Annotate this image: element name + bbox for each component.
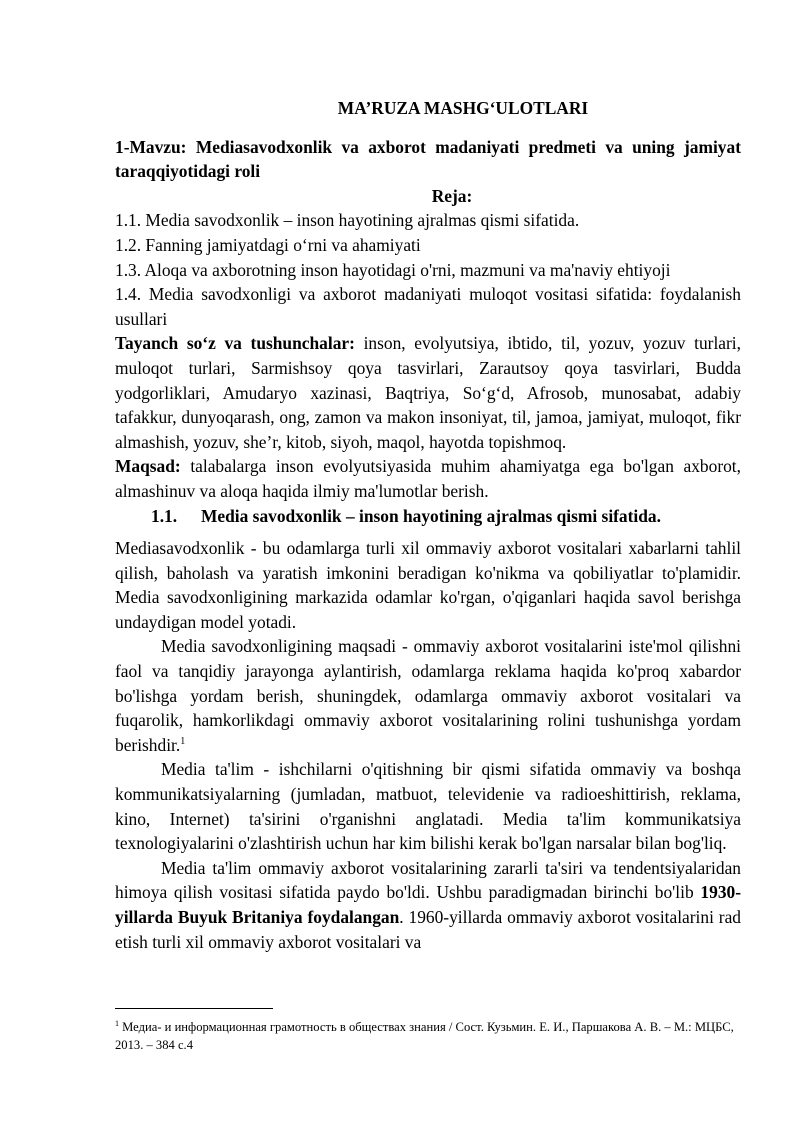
topic-heading: 1-Mavzu: Mediasavodxonlik va axborot madaniyati predmeti va uning jamiyat taraqqiyotidagi roli bbox=[115, 136, 741, 182]
plan-item: 1.4. Media savodxonligi va axborot madaniyati muloqot vositasi sifatida: foydalanish usullari bbox=[115, 284, 741, 329]
goal-paragraph bbox=[115, 454, 741, 503]
keywords-paragraph bbox=[115, 331, 741, 454]
footnote-mark: 1 bbox=[115, 1018, 119, 1028]
footnote-divider bbox=[115, 1008, 273, 1009]
keywords-label: Tayanch so‘z va tushunchalar: bbox=[115, 333, 355, 354]
goal-label: Maqsad: bbox=[115, 456, 181, 477]
plan-item: 1.2. Fanning jamiyatdagi o‘rni va ahamiyati bbox=[115, 234, 421, 255]
paragraph-goal bbox=[115, 634, 741, 757]
page-title: MA’RUZA MASHG‘ULOTLARI bbox=[337, 98, 589, 118]
paragraph-media-education: Media ta'lim - ishchilarni o'qitishning bir qismi sifatida ommaviy va boshqa kommunikatsiyalarning (jumladan, matbuot, televidenie va radioeshittirish, reklama, kino, Internet) ta'sirini o'rganishni anglatadi. Media ta'lim kommunikatsiya texnologiyalarini o'zlashtirish uchun har kim bilishi kerak bo'lgan narsalar bilan bog'liq. bbox=[115, 759, 741, 854]
section-number: 1.1. bbox=[151, 505, 178, 526]
keywords-text: inson, evolyutsiya, ibtido, til, yozuv, yozuv turlari, muloqot turlari, Sarmishsoy qoya tasvirlari, Zarautsoy qoya tasvirlari, Budda yodgorliklari, Amudaryo xazinasi, Baqtriya, So‘g‘d, Afrosob, munosabat, adabiy tafakkur, dunyoqarash, ong, zamon va makon insoniyat, til, jamoa, jamiyat, muloqot, fikr almashish, yozuv, she’r, kitob, siyoh, maqol, hayotda topishmoq. bbox=[115, 333, 741, 452]
footnote-reference[interactable]: 1 bbox=[180, 736, 186, 748]
footnote bbox=[115, 1018, 741, 1054]
plan-item: 1.1. Media savodxonlik – inson hayotining ajralmas qismi sifatida. bbox=[115, 210, 580, 231]
plan-item: 1.3. Aloqa va axborotning inson hayotidagi o'rni, mazmuni va ma'naviy ehtiyoji bbox=[115, 259, 671, 280]
paragraph-definition: Mediasavodxonlik - bu odamlarga turli xil ommaviy axborot vositalari xabarlarni tahlil qilish, baholash va yaratish imkonini beradigan ko'nikma va qobiliyatlar to'plamidir. Media savodxonligining markazida odamlar ko'rgan, o'qiganlari haqida savol berishga undaydigan model yotadi. bbox=[115, 538, 741, 632]
footnote-text: Медиа- и информационная грамотность в обществах знания / Сост. Кузьмин. Е. И., Паршакова А. В. – М.: МЦБС, 2013. – 384 с.4 bbox=[115, 1020, 734, 1052]
paragraph-history-end: . 1960-yillarda ommaviy axborot vositalarini rad etish turli xil ommaviy axborot vositalari va bbox=[115, 907, 741, 952]
paragraph-history-start: Media ta'lim ommaviy axborot vositalarining zararli ta'siri va tendentsiyalaridan himoya qilish vositasi sifatida paydo bo'ldi. Ushbu paradigmadan birinchi bo'lib bbox=[115, 857, 741, 903]
document-body bbox=[115, 96, 741, 954]
goal-text: talabalarga inson evolyutsiyasida muhim ahamiyatga ega bo'lgan axborot, almashinuv va aloqa haqida ilmiy ma'lumotlar berish. bbox=[115, 456, 741, 501]
paragraph-history bbox=[115, 856, 741, 954]
paragraph-goal-text: Media savodxonligining maqsadi - ommaviy axborot vositalarini iste'mol qilishni faol va tanqidiy jarayonga aylantirish, odamlarga reklama haqida ko'proq xabardor bo'lishga yordam berish, shuningdek, odamlarga ommaviy axborot vositalari va fuqarolik, hamkorlikdagi ommaviy axborot vositalarining rolini tushunishga yordam berishdir. bbox=[115, 636, 741, 755]
paragraph-history-emphasis: 1930-yillarda Buyuk Britaniya foydalangan bbox=[115, 882, 741, 927]
section-title: Media savodxonlik – inson hayotining ajralmas qismi sifatida. bbox=[201, 505, 661, 526]
section-heading bbox=[115, 504, 741, 529]
plan-heading: Reja: bbox=[431, 185, 473, 206]
